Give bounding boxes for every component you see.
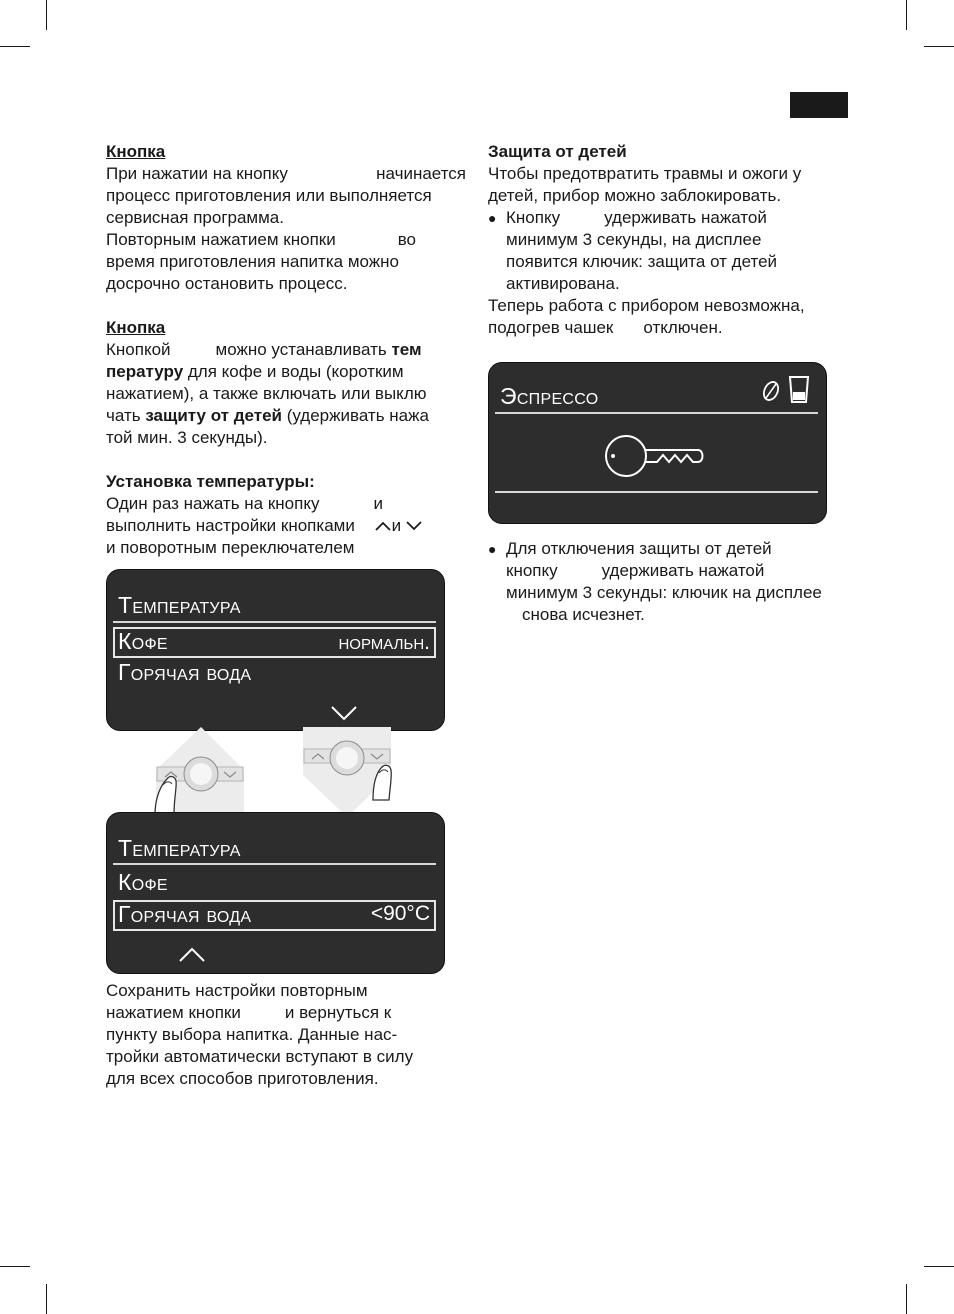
bullet-item: ● Для отключения защиты от детей xyxy=(488,538,868,560)
text-line: кнопку удерживать нажатой xyxy=(506,561,765,580)
language-tab xyxy=(790,92,848,118)
cup-icon xyxy=(787,375,811,405)
text-line: детей, прибор можно заблокировать. xyxy=(488,186,782,205)
text-line: нажатием кнопки и вернуться к xyxy=(106,1003,392,1022)
arrow-up-icon xyxy=(374,519,392,533)
text-line: выполнить настройки кнопками и xyxy=(106,515,466,537)
crop-mark xyxy=(46,1284,47,1314)
display-title: Температура xyxy=(118,835,241,861)
text-line: время приготовления напитка можно xyxy=(106,252,399,271)
text-line: Сохранить настройки повторным xyxy=(106,981,368,1000)
lcd-display-temperature-water xyxy=(106,812,445,974)
chevron-down-icon xyxy=(330,705,358,721)
child-lock-heading: Защита от детей xyxy=(488,142,627,161)
crop-mark xyxy=(0,46,30,47)
text-line: появится ключик: защита от детей xyxy=(506,252,778,271)
text-line: нажатием), а также включать или выклю xyxy=(106,384,427,403)
text-line: Один раз нажать на кнопку и xyxy=(106,494,383,513)
crop-mark xyxy=(46,0,47,30)
bullet-item: ● Кнопку удерживать нажатой xyxy=(488,207,868,229)
display-value: нормальн. xyxy=(338,631,430,654)
display-divider xyxy=(113,863,436,865)
coffee-bean-icon xyxy=(761,379,781,403)
right-column-bottom xyxy=(488,538,868,626)
text-line: пункту выбора напитка. Данные нас- xyxy=(106,1025,398,1044)
arrow-down-icon xyxy=(405,519,423,533)
display-value: <90°C xyxy=(370,902,430,925)
text-line: тройки автоматически вступают в силу xyxy=(106,1047,414,1066)
text-line: досрочно остановить процесс. xyxy=(106,274,348,293)
text-line: минимум 3 секунды: ключик на дисплее xyxy=(506,583,822,602)
text-line: процесс приготовления или выполняется xyxy=(106,186,432,205)
text-line: и поворотным переключателем xyxy=(106,538,355,557)
display-divider xyxy=(113,621,436,623)
right-column-top xyxy=(488,141,868,339)
menu-button-heading: Кнопка xyxy=(106,318,166,337)
left-column-bottom xyxy=(106,980,466,1090)
crop-mark xyxy=(924,1266,954,1267)
crop-mark xyxy=(906,0,907,30)
display-divider xyxy=(495,412,818,414)
text-line: той мин. 3 секунды). xyxy=(106,428,268,447)
display-divider xyxy=(495,491,818,493)
display-title: Эспрессо xyxy=(500,383,599,409)
chevron-up-icon xyxy=(178,947,206,963)
text-line: Повторным нажатием кнопки во xyxy=(106,230,417,249)
crop-mark xyxy=(924,46,954,47)
lcd-display-temperature-coffee xyxy=(106,569,445,731)
text-line: Чтобы предотвратить травмы и ожоги у xyxy=(488,164,802,183)
text-line: чать защиту от детей (удерживать нажа xyxy=(106,406,429,425)
text-line: пературу для кофе и воды (коротким xyxy=(106,362,404,381)
display-row-hot-water: Горячая вода xyxy=(118,901,252,927)
display-row-coffee: Кофе xyxy=(118,869,168,895)
display-row-hot-water: Горячая вода xyxy=(118,659,252,685)
text-line: Теперь работа с прибором невозможна, xyxy=(488,296,805,315)
text-line: активирована. xyxy=(506,274,620,293)
text-line: При нажатии на кнопку начинается xyxy=(106,164,466,183)
text-line: снова исчезнет. xyxy=(522,605,645,624)
text-line: подогрев чашек отключен. xyxy=(488,318,723,337)
left-column-top xyxy=(106,141,466,559)
key-icon xyxy=(602,431,706,481)
text-line: для всех способов приготовления. xyxy=(106,1069,379,1088)
button-press-illustration xyxy=(106,725,446,820)
crop-mark xyxy=(906,1284,907,1314)
start-button-heading: Кнопка xyxy=(106,142,166,161)
display-row-coffee: Кофе xyxy=(118,628,168,654)
text-line: Кнопкой можно устанавливать тем xyxy=(106,340,422,359)
text-line: сервисная программа. xyxy=(106,208,284,227)
text-line: минимум 3 секунды, на дисплее xyxy=(506,230,762,249)
lcd-display-espresso-locked xyxy=(488,362,827,524)
temperature-setting-heading: Установка температуры: xyxy=(106,472,315,491)
display-title: Температура xyxy=(118,592,241,618)
crop-mark xyxy=(0,1266,30,1267)
